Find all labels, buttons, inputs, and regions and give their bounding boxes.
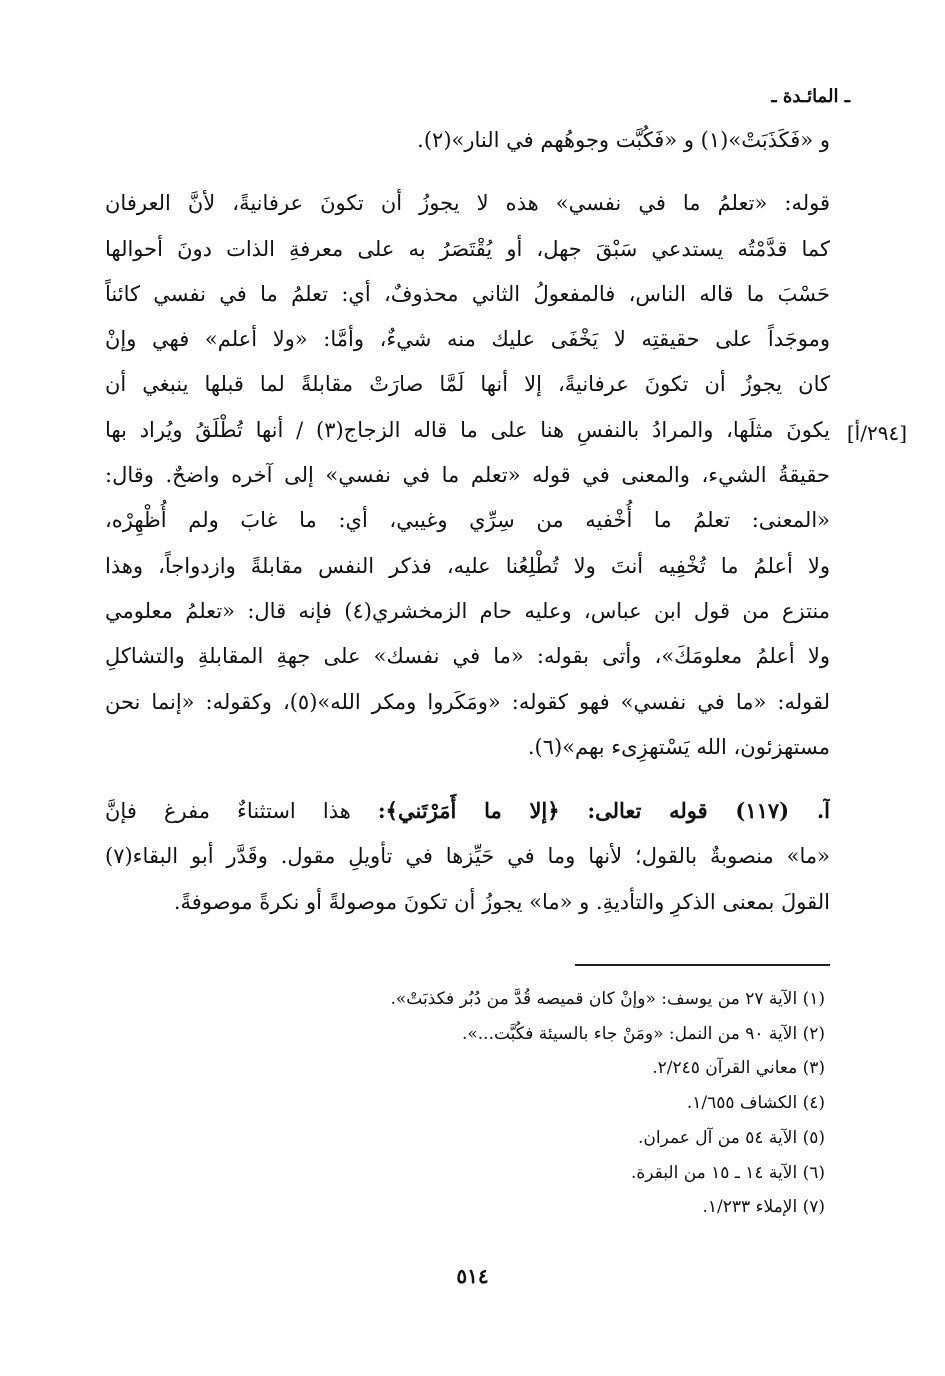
footnote: (٢) الآية ٩٠ من النمل: «ومَنْ جاء بالسيئة فكُبَّت...». xyxy=(461,1023,825,1044)
text-line: منتزع من قول ابن عباس، وعليه حام الزمخشري(٤) فإنه قال: «تعلمُ معلومي xyxy=(105,598,830,623)
text-line: كان يجوزُ أن تكونَ عرفانيةً، إلا أنها لَمَّا صارَتْ مقابلةً لما قبلها ينبغي أن xyxy=(105,372,830,397)
text-line: حقيقةُ الشيء، والمعنى في قوله «تعلم ما في نفسي» إلى آخره واضحٌ. وقال: xyxy=(105,463,830,488)
verse-heading: آ. (١١٧) قوله تعالى: ﴿إلا ما أَمَرْتَني﴾: xyxy=(377,798,830,824)
text-line: قوله: «تعلمُ ما في نفسي» هذه لا يجوزُ أن تكونَ عرفانيةً، لأنَّ العرفان xyxy=(105,191,830,216)
text-line: ولا أعلمُ معلومَكَ»، وأتى بقوله: «ما في نفسك» على جهةِ المقابلةِ والتشاكلِ xyxy=(105,644,830,669)
text-fragment: هذا استثناءٌ مفرغ فإنَّ xyxy=(105,799,351,824)
text-line: ولا أعلمُ ما تُخْفِيه أنتَ ولا تُطْلِعُنا عليه، فذكر النفس مقابلةً وازدواجاً، وهذا xyxy=(105,553,830,578)
footnote-separator xyxy=(575,964,830,966)
text-line: القولَ بمعنى الذكرِ والتأديةِ. و «ما» يجوزُ أن تكونَ موصولةً أو نكرةً موصوفةً. xyxy=(173,889,830,914)
text-line: «المعنى: تعلمُ ما أُخْفيه من سِرِّي وغيبي، أي: ما غابَ ولم أُظْهِرْه، xyxy=(105,508,830,533)
text-line: لقوله: «ما في نفسي» فهو كقوله: «ومَكَروا ومكر الله»(٥)، وكقوله: «إنما نحن xyxy=(105,689,830,714)
text-line: حَسْبَ ما قاله الناس، فالمفعولُ الثاني محذوفٌ، أي: تعلمُ ما في نفسي كائناً xyxy=(105,281,830,306)
text-line: كما قدَّمْتُه يستدعي سَبْقَ جهل، أو يُقْتَصَرُ به على معرفةِ الذات دونَ أحوالها xyxy=(105,236,830,261)
footnote: (٦) الآية ١٤ ـ ١٥ من البقرة. xyxy=(630,1162,825,1183)
footnote: (٤) الكشاف ١/٦٥٥. xyxy=(686,1093,825,1114)
footnote: (١) الآية ٢٧ من يوسف: «وإنْ كان قميصه قُدَّ من دُبُر فكذبَتْ». xyxy=(390,989,825,1009)
text-line: مستهزئون، الله يَسْتهزِىء بهم»(٦). xyxy=(527,734,830,759)
footnote: (٣) معاني القرآن ٢/٢٤٥. xyxy=(652,1058,825,1079)
footnote: (٥) الآية ٥٤ من آل عمران. xyxy=(637,1127,825,1148)
text-line: و «فَكَذَبَتْ»(١) و «فَكُبَّت وجوهُهم في النار»(٢). xyxy=(417,128,830,152)
text-line: وموجَداً على حقيقتِه لا يَخْفَى عليك منه شيءٌ، وأمَّا: «ولا أعلم» فهي وإنْ xyxy=(105,327,830,352)
page-number: ٥١٤ xyxy=(456,1264,489,1288)
paragraph-3 xyxy=(105,788,830,925)
text-line: يكونَ مثلَها، والمرادُ بالنفسِ هنا على ما قاله الزجاج(٣) / أنها تُطْلَقُ ويُراد بها xyxy=(105,417,830,442)
footnotes xyxy=(300,982,825,1225)
text-line: «ما» منصوبةٌ بالقول؛ لأنها وما في حَيِّزها في تأويلِ مقول. وقَدَّر أبو البقاء(٧) xyxy=(105,844,830,869)
running-header: ـ المائـدة ـ xyxy=(771,86,850,107)
paragraph-2 xyxy=(105,181,830,770)
paragraph-1 xyxy=(105,118,830,163)
manuscript-folio-reference: [٢٩٤/أ] xyxy=(846,421,907,445)
footnote: (٧) الإملاء ١/٢٣٣. xyxy=(702,1197,825,1218)
main-text xyxy=(105,118,830,925)
text-line xyxy=(105,788,830,834)
